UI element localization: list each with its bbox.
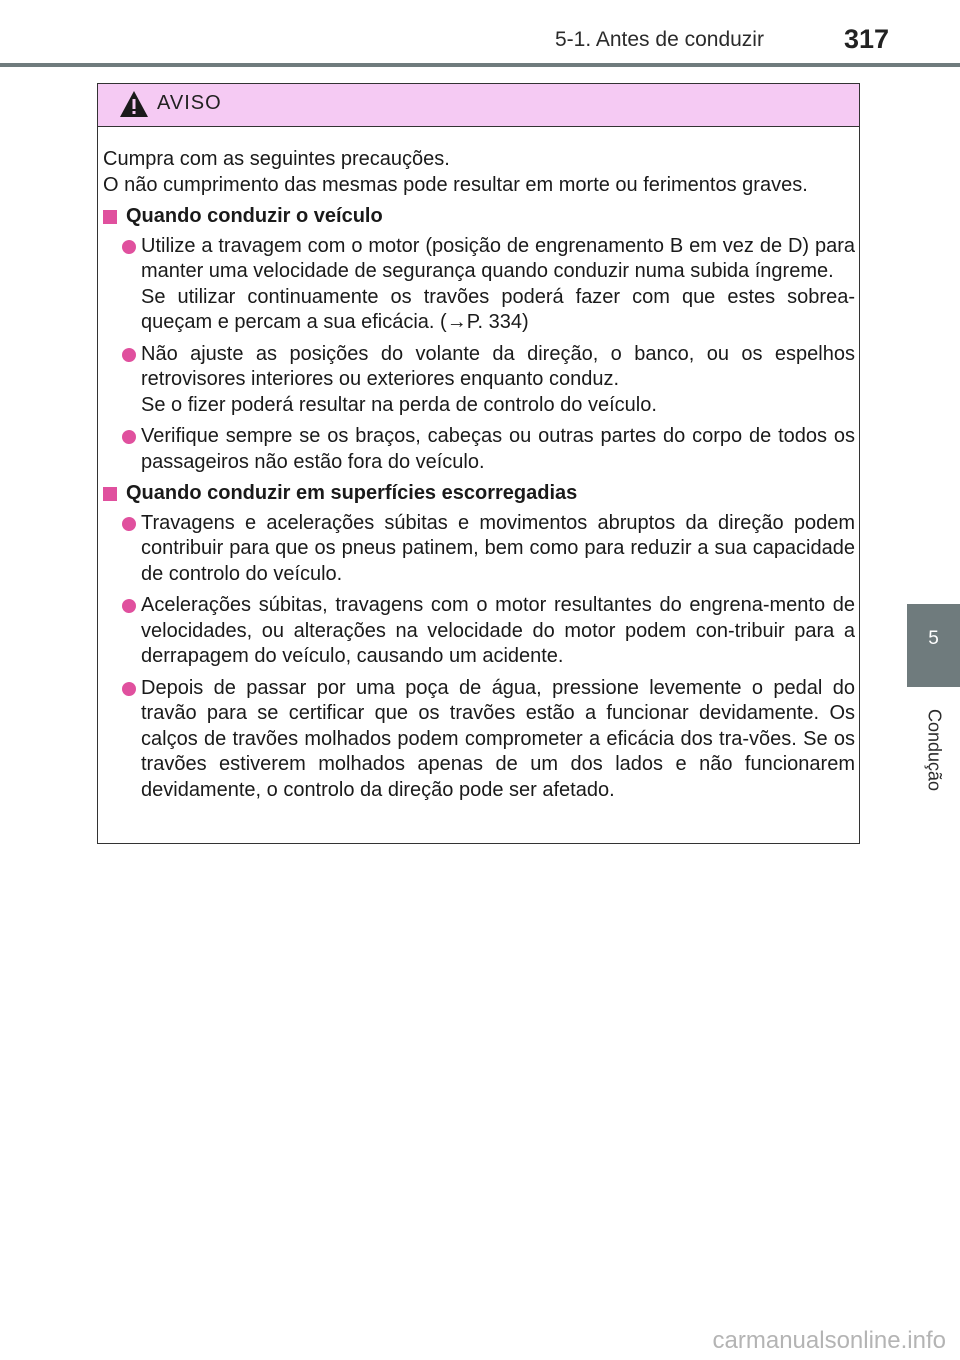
watermark: carmanualsonline.info xyxy=(712,1327,946,1354)
list-item-text: Depois de passar por uma poça de água, pressione levemente o pedal do travão para se certificar que os travões estão a funcionar devidamente. Os calços de travões molhados podem comprometer a eficácia dos tra-vões. Se os travões estiverem molhados apenas de um dos lados e não funcionarem devidamente, o controlo da direção pode ser afetado. xyxy=(141,676,855,801)
section-heading-text: Quando conduzir o veículo xyxy=(126,205,383,227)
page-number: 317 xyxy=(844,24,890,54)
header-rule xyxy=(0,63,960,67)
list-item xyxy=(103,593,855,670)
section-heading xyxy=(103,481,855,507)
list-item xyxy=(103,234,855,336)
intro-line: Cumpra com as seguintes precauções. xyxy=(103,148,450,170)
square-bullet-icon xyxy=(103,487,117,501)
list-item-text: Acelerações súbitas, travagens com o motor resultantes do engrena-mento de velocidades, ou alterações na velocidade do motor podem con-tribuir para a derrapagem do veículo, causando um acidente. xyxy=(141,594,855,667)
list-item xyxy=(103,342,855,419)
list-item-text: Travagens e acelerações súbitas e movimentos abruptos da direção podem contribuir para que os pneus patinem, bem como para reduzir a sua capacidade de controlo do veículo. xyxy=(141,511,855,585)
list-item-text: Utilize a travagem com o motor (posição de engrenamento B em vez de D) para manter uma velocidade de segurança quando conduzir numa subida íngreme. xyxy=(141,234,855,282)
header-section-title: 5-1. Antes de conduzir xyxy=(555,28,764,51)
section-heading-text: Quando conduzir em superfícies escorregadias xyxy=(126,482,578,504)
warning-triangle-icon xyxy=(119,90,149,118)
square-bullet-icon xyxy=(103,210,117,224)
list-item xyxy=(103,511,855,588)
chapter-tab: 5 xyxy=(907,604,960,687)
warning-intro xyxy=(103,147,855,198)
warning-title: AVISO xyxy=(157,92,222,114)
warning-body xyxy=(103,147,855,803)
round-bullet-icon xyxy=(122,348,136,362)
warning-header xyxy=(98,84,859,127)
chapter-label: Condução xyxy=(924,708,945,792)
list-item-text: Verifique sempre se os braços, cabeças ou outras partes do corpo de todos os passageiros não estão fora do veículo. xyxy=(141,425,855,473)
section-heading xyxy=(103,204,855,230)
round-bullet-icon xyxy=(122,517,136,531)
list-item xyxy=(103,676,855,804)
list-item-text: Se utilizar continuamente os travões poderá fazer com que estes sobrea-queçam e percam a sua eficácia. (→P. 334) xyxy=(141,285,855,333)
list-item-text: Não ajuste as posições do volante da direção, o banco, ou os espelhos retrovisores interiores ou exteriores enquanto conduz. xyxy=(141,342,855,390)
round-bullet-icon xyxy=(122,240,136,254)
round-bullet-icon xyxy=(122,430,136,444)
round-bullet-icon xyxy=(122,599,136,613)
round-bullet-icon xyxy=(122,682,136,696)
list-item xyxy=(103,424,855,475)
intro-line: O não cumprimento das mesmas pode resultar em morte ou ferimentos graves. xyxy=(103,173,808,196)
list-item-text: Se o fizer poderá resultar na perda de controlo do veículo. xyxy=(141,393,657,416)
warning-box xyxy=(97,83,860,844)
